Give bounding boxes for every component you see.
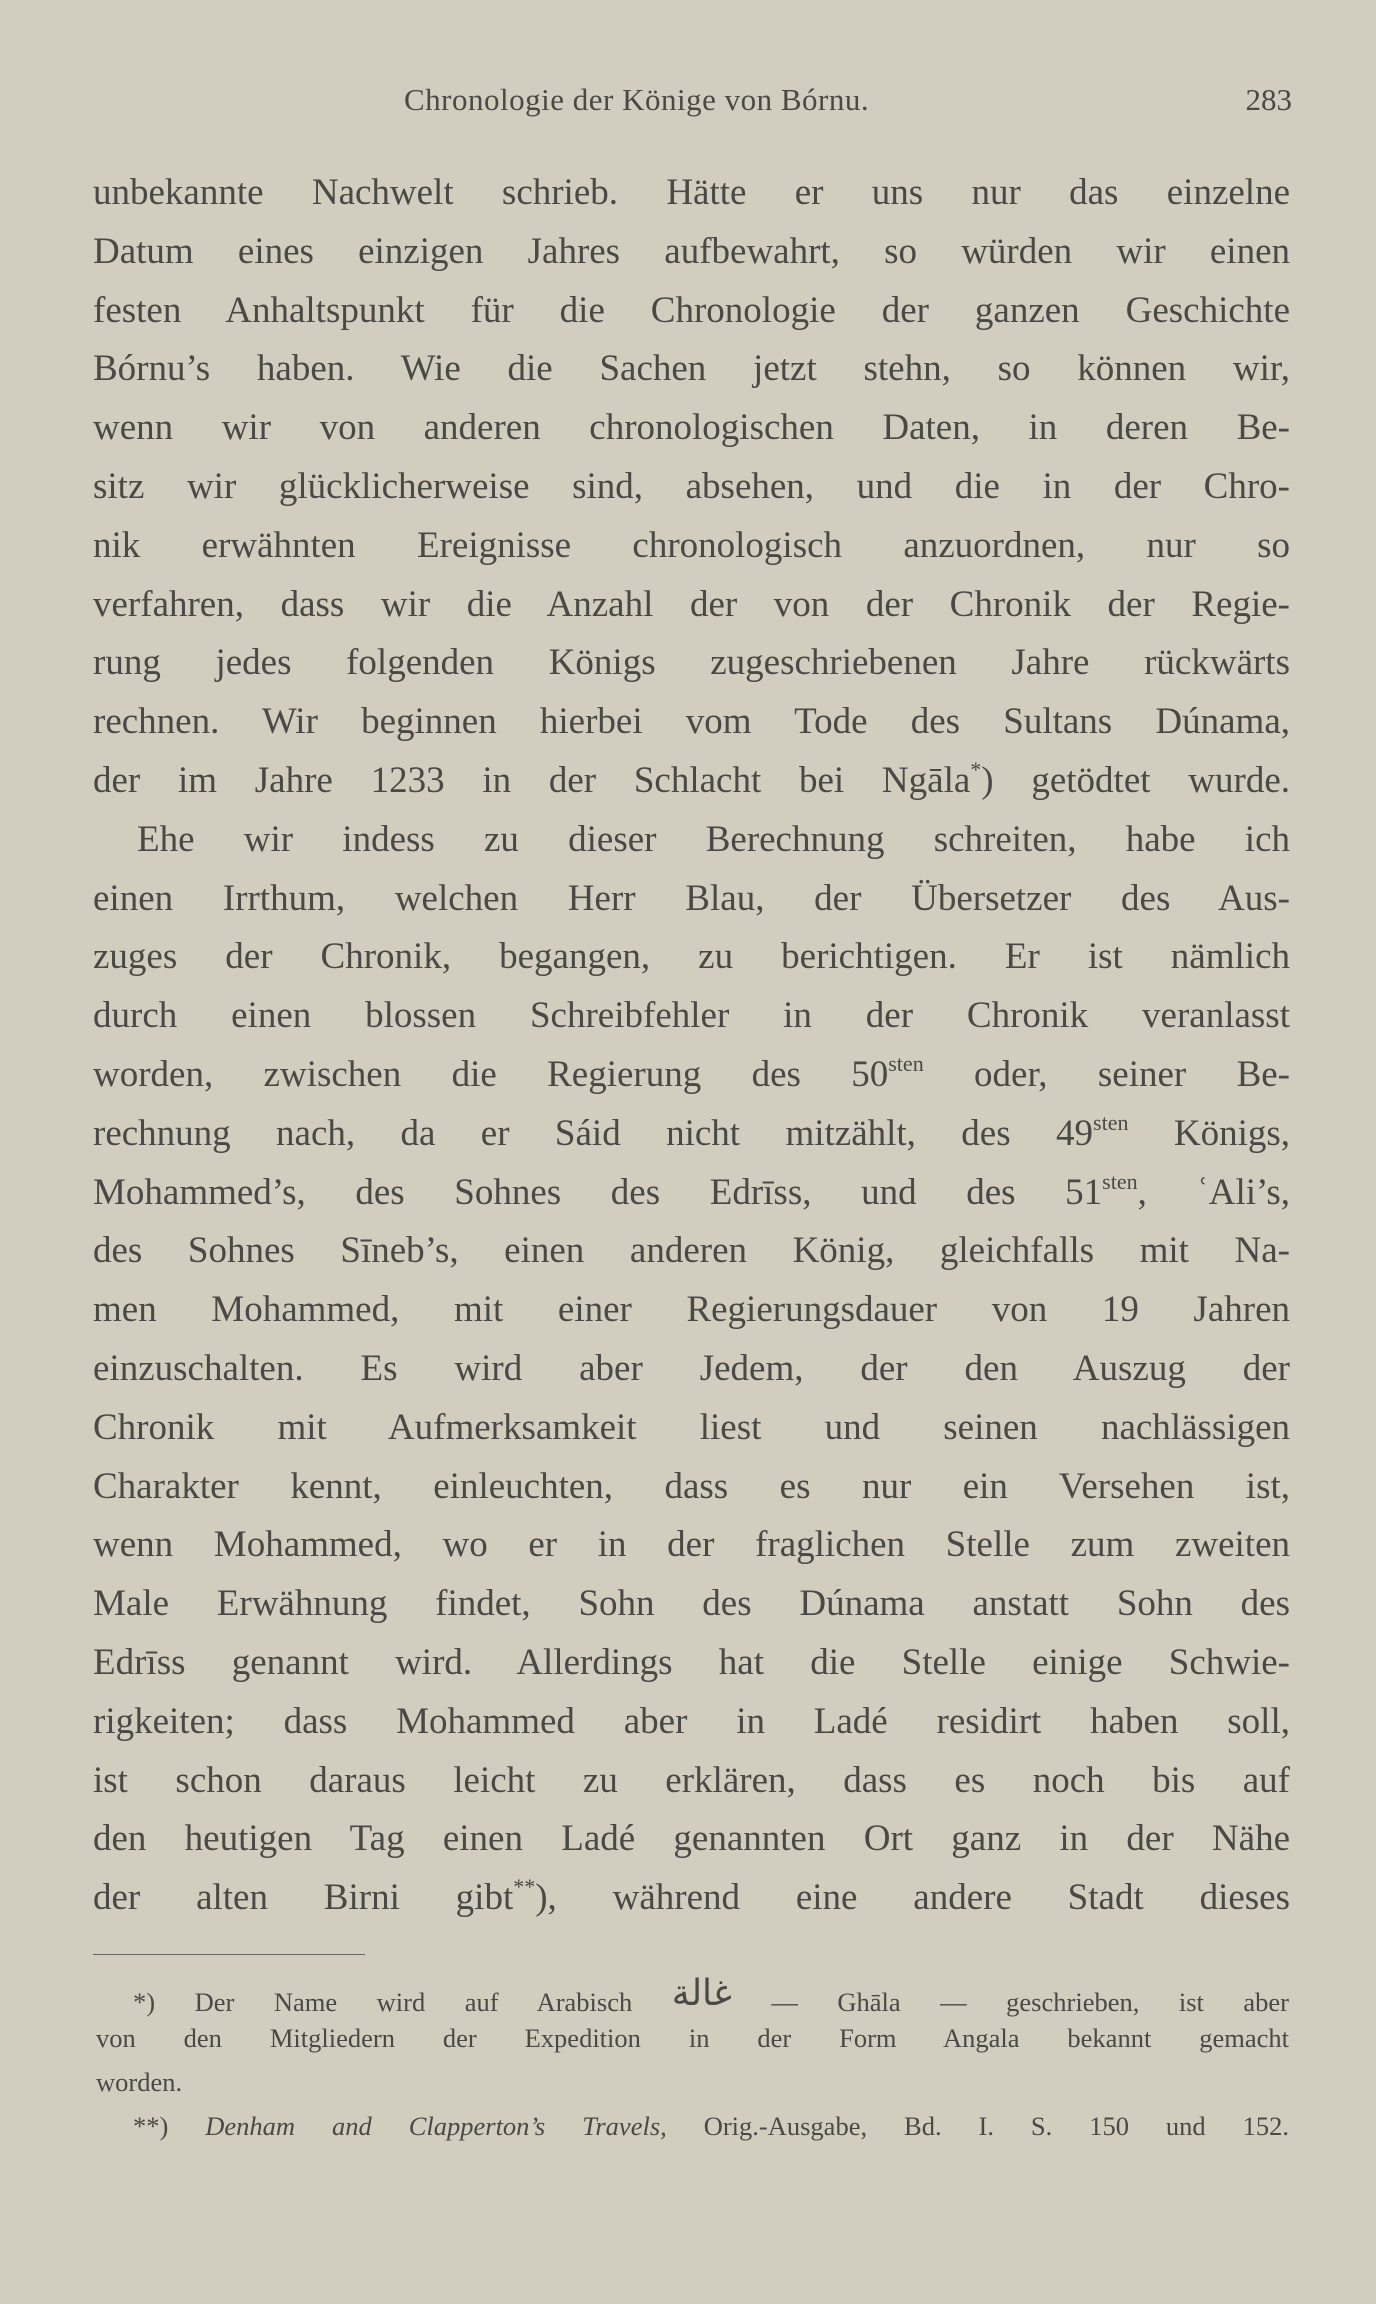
ordinal-suffix: sten [888,1050,924,1076]
text-line: wenn wir von anderen chronologischen Daten, in deren Be- [93,407,1290,449]
footnote-divider [93,1954,365,1955]
page-number: 283 [1245,82,1292,117]
text-segment: ), während eine andere Stadt dieses [535,1877,1290,1919]
text-segment: ) getödtet wurde. [981,759,1290,801]
text-line: sitz wir glücklicherweise sind, absehen, und die in der Chro- [93,465,1290,507]
text-line: einzuschalten. Es wird aber Jedem, der den Auszug der [93,1347,1290,1389]
text-line: zuges der Chronik, begangen, zu berichtigen. Er ist nämlich [93,936,1290,978]
text-line [93,1046,1290,1105]
text-line: rigkeiten; dass Mohammed aber in Ladé residirt haben soll, [93,1700,1290,1742]
text-segment: Mohammed’s, des Sohnes des Edrīss, und des 51 [93,1171,1103,1213]
footnote-title: Denham and Clapperton’s Travels, [205,2111,667,2141]
footnote-mark: ** [513,1874,536,1900]
main-text [93,164,1290,1928]
text-segment: rechnung nach, da er Sáid nicht mitzählt, des 49 [93,1112,1094,1154]
footnote-mark: * [970,756,982,782]
text-line [93,1869,1290,1928]
footnote-marker: *) [133,1987,195,2017]
text-segment: der im Jahre 1233 in der Schlacht bei Ngāla [93,759,971,801]
text-segment: Königs, [1128,1112,1290,1154]
text-line: Chronik mit Aufmerksamkeit liest und seinen nachlässigen [93,1406,1290,1448]
footnote-1-continued: von den Mitgliedern der Expedition in der Form Angala bekannt gemacht [96,2023,1289,2053]
arabic-word: غالة [671,1973,732,2014]
text-line: Edrīss genannt wird. Allerdings hat die Stelle einige Schwie- [93,1641,1290,1683]
footnote-1-end: worden. [96,2067,183,2097]
footnote-text: — Ghāla — geschrieben, ist aber [731,1987,1289,2017]
text-line: rechnen. Wir beginnen hierbei vom Tode des Sultans Dúnama, [93,701,1290,743]
footnote-marker: **) [133,2111,206,2141]
text-line: Ehe wir indess zu dieser Berechnung schreiten, habe ich [137,818,1290,860]
text-line: unbekannte Nachwelt schrieb. Hätte er uns nur das einzelne [93,172,1290,213]
text-line: Datum eines einzigen Jahres aufbewahrt, so würden wir einen [93,230,1290,272]
text-line [93,1105,1290,1164]
ordinal-suffix: sten [1093,1109,1129,1135]
footnote-1 [96,1972,1289,2016]
text-line: nik erwähnten Ereignisse chronologisch anzuordnen, nur so [93,524,1290,566]
text-line: festen Anhaltspunkt für die Chronologie der ganzen Geschichte [93,289,1290,331]
text-line [93,752,1290,811]
text-line: durch einen blossen Schreibfehler in der Chronik veranlasst [93,995,1290,1037]
text-line: Bórnu’s haben. Wie die Sachen jetzt stehn, so können wir, [93,348,1290,390]
text-line: wenn Mohammed, wo er in der fraglichen Stelle zum zweiten [93,1524,1290,1566]
text-line: des Sohnes Sīneb’s, einen anderen König, gleichfalls mit Na- [93,1230,1290,1272]
text-line: Male Erwähnung findet, Sohn des Dúnama anstatt Sohn des [93,1583,1290,1625]
text-line [93,1164,1290,1223]
footnote-text: Orig.-Ausgabe, Bd. I. S. 150 und 152. [666,2111,1289,2141]
footnotes [96,1972,1289,2148]
running-title: Chronologie der Könige von Bórnu. [404,82,870,117]
text-line: Charakter kennt, einleuchten, dass es nur ein Versehen ist, [93,1465,1290,1507]
ordinal-suffix: sten [1102,1168,1138,1194]
footnote-text: Der Name wird auf Arabisch [194,1987,672,2017]
text-segment: der alten Birni gibt [93,1877,514,1919]
text-line: einen Irrthum, welchen Herr Blau, der Übersetzer des Aus- [93,877,1290,919]
text-segment: worden, zwischen die Regierung des 50 [93,1053,889,1095]
text-line: ist schon daraus leicht zu erklären, dass es noch bis auf [93,1759,1290,1801]
text-segment: , ʿAli’s, [1137,1171,1290,1213]
text-line: verfahren, dass wir die Anzahl der von der Chronik der Regie- [93,583,1290,625]
text-line: rung jedes folgenden Königs zugeschriebenen Jahre rückwärts [93,642,1290,684]
text-segment: oder, seiner Be- [923,1053,1291,1095]
text-line: den heutigen Tag einen Ladé genannten Ort ganz in der Nähe [93,1818,1290,1860]
text-line: men Mohammed, mit einer Regierungsdauer von 19 Jahren [93,1289,1290,1331]
page-header [0,82,1376,132]
footnote-2 [96,2104,1289,2148]
